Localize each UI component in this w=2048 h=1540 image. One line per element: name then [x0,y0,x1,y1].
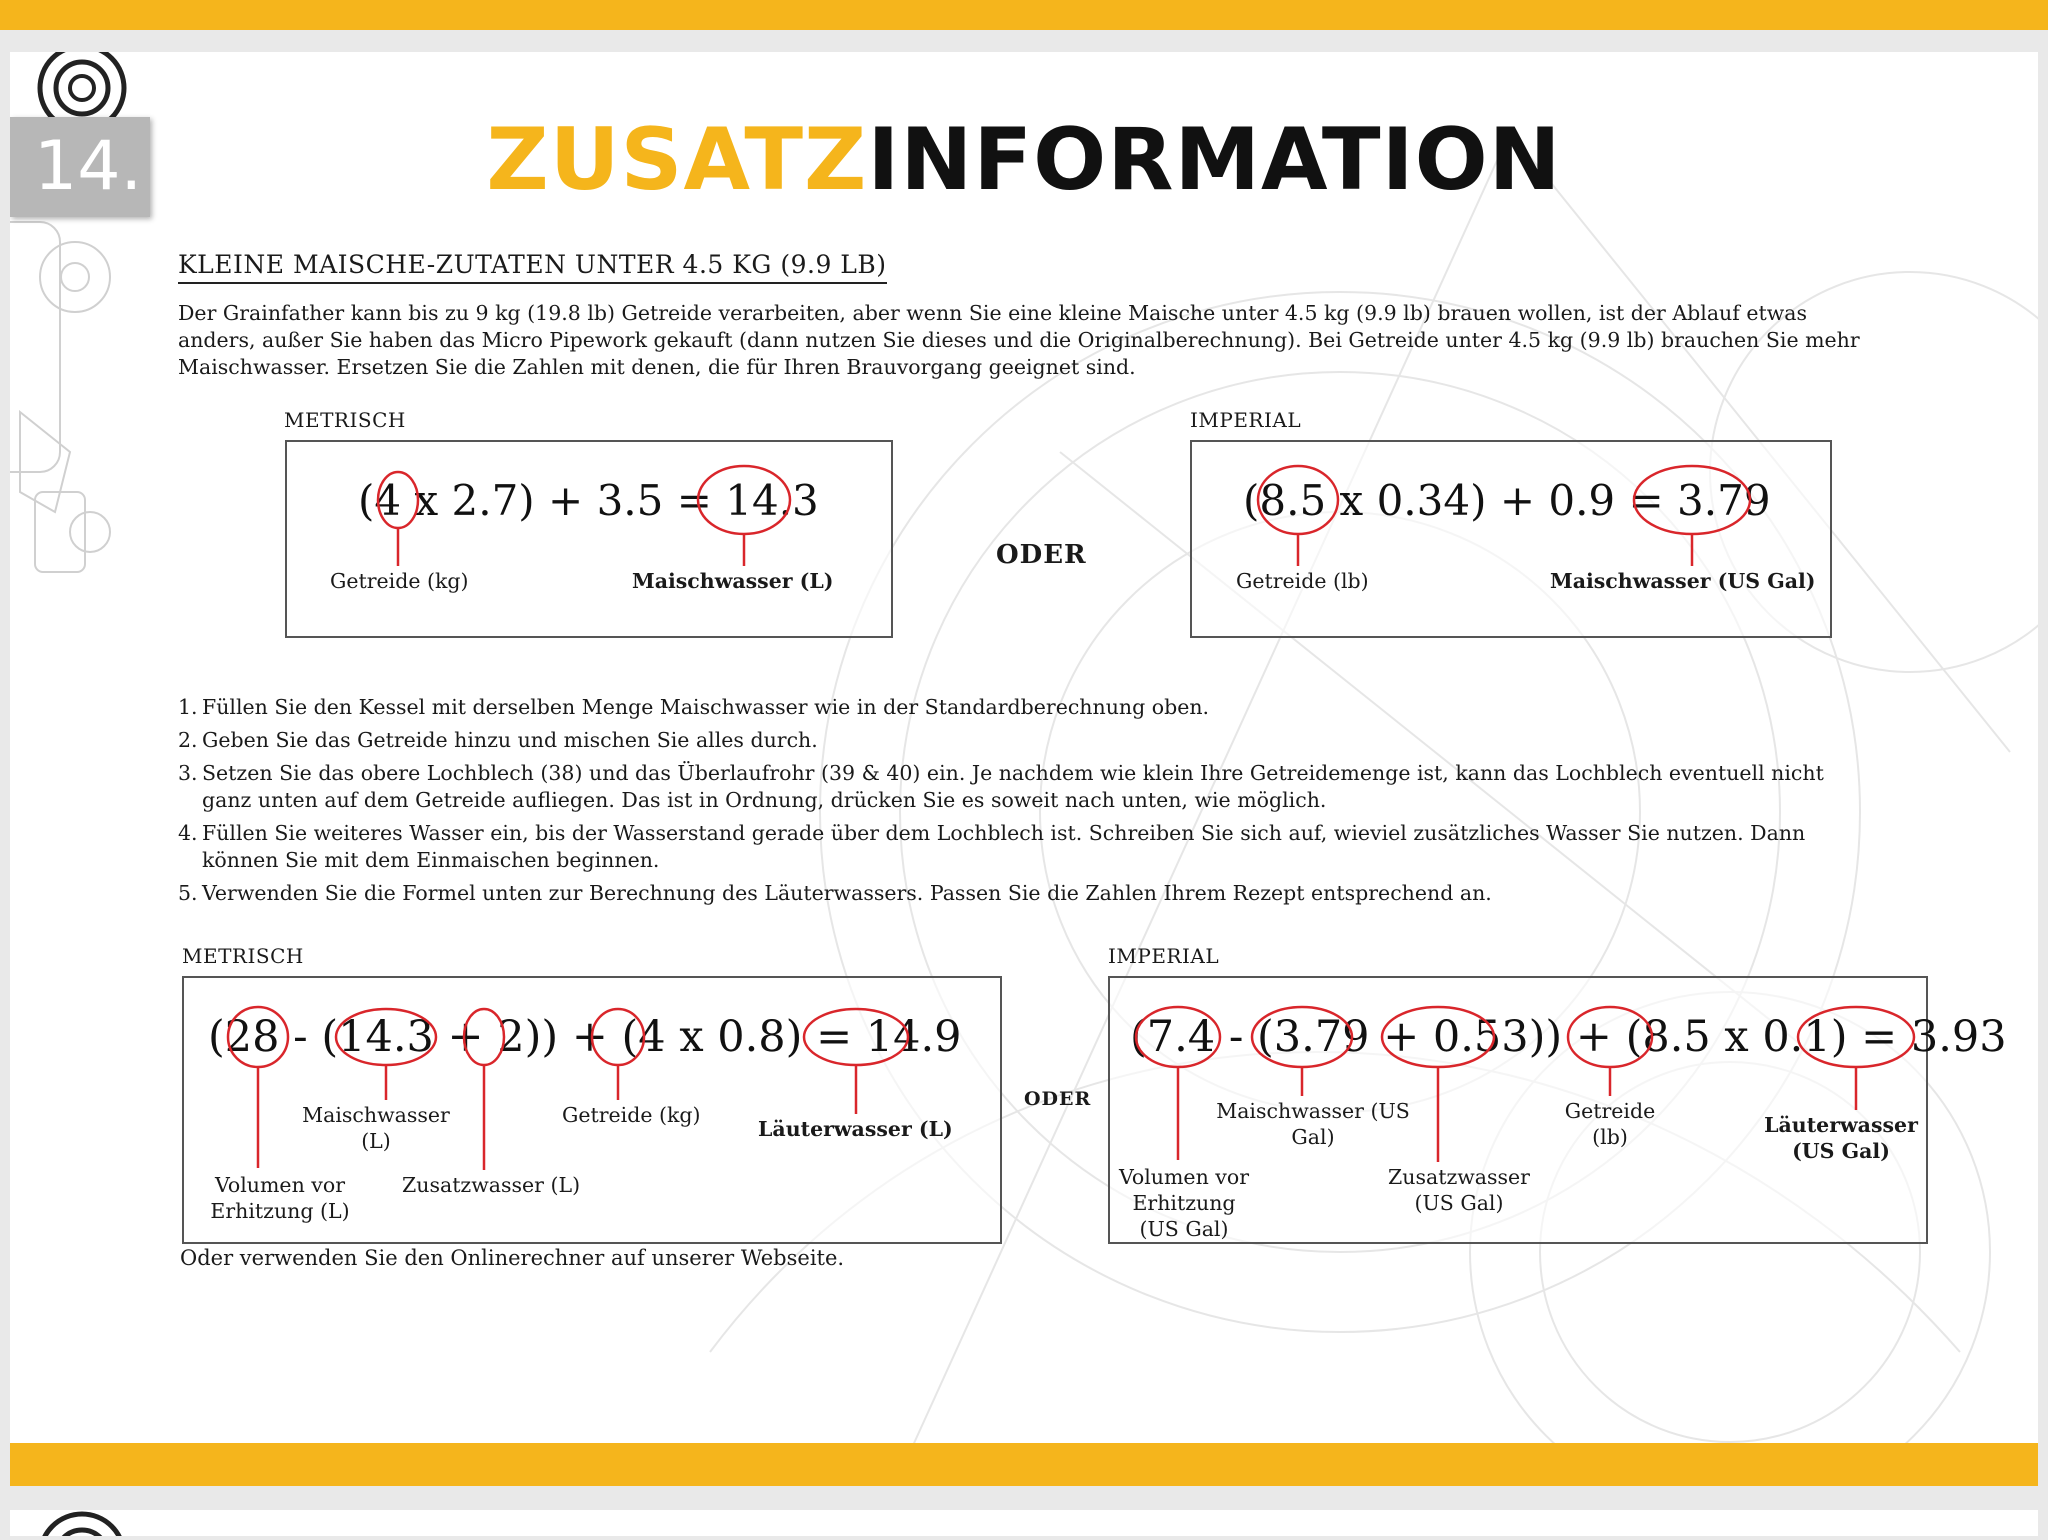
formula1-imperial-label: IMPERIAL [1190,408,1302,432]
formula1-imperial-expression: (8.5 x 0.34) + 0.9 = 3.79 [1243,476,1771,525]
formula1-metric-expression: (4 x 2.7) + 3.5 = 14.3 [358,476,819,525]
intro-paragraph: Der Grainfather kann bis zu 9 kg (19.8 lb) Getreide verarbeiten, aber wenn Sie eine kleine Maische unter 4.5 kg (9.9 lb) brauen wollen, ist der Ablauf etwas anders, außer Sie haben das Micro Pipework gekauft (dann nutzen Sie dieses und die Originalberechnung). Bei Getreide unter 4.5 kg (9.9 lb) brauchen Sie mehr Maischwasser. Ersetzen Sie die Zahlen mit denen, die für Ihren Brauvorgang geeignet sind. [178,301,1860,379]
top-yellow-band [0,0,2048,30]
page-title [0,110,2048,210]
formula2-metric-preboil-label: Volumen vor Erhitzung (L) [210,1173,350,1223]
next-page-edge [10,1510,2038,1536]
steps-list [178,694,1878,913]
formula2-metric-grain-label: Getreide (kg) [562,1103,701,1127]
formula2-imperial-label: IMPERIAL [1108,944,1220,968]
title-rest: INFORMATION [867,110,1562,210]
formula2-imperial-result-label: Läuterwasser (US Gal) [1764,1113,1918,1163]
formula2-imperial-preboil-label: Volumen vor Erhitzung (US Gal) [1118,1165,1250,1241]
formula2-metric-extra-label: Zusatzwasser (L) [402,1173,581,1197]
list-item: 2. Geben Sie das Getreide hinzu und mischen Sie alles durch. [178,728,818,752]
list-item: 5. Verwenden Sie die Formel unten zur Berechnung des Läuterwassers. Passen Sie die Zahlen Ihrem Rezept entsprechend an. [178,881,1492,905]
formula2-imperial-expression: (7.4 - (3.79 + 0.53)) + (8.5 x 0.1) = 3.93 [1130,1012,2007,1062]
bottom-yellow-band [10,1443,2038,1486]
kettle-sketch-left [10,222,110,572]
formula2-metric-result-label: Läuterwasser (L) [758,1117,953,1141]
formula1-imperial-box [1190,440,1832,638]
formula1-or-label: ODER [996,540,1087,570]
formula1-metric-box [285,440,893,638]
formula1-imperial-grain-label: Getreide (lb) [1236,569,1369,593]
footer-note: Oder verwenden Sie den Onlinerechner auf unserer Webseite. [180,1246,845,1270]
page-number-tab: 14. [10,117,150,217]
formula2-imperial-mash-label: Maischwasser (US Gal) [1216,1099,1410,1149]
list-item: 1. Füllen Sie den Kessel mit derselben Menge Maischwasser wie in der Standardberechnung oben. [178,695,1210,719]
formula2-imperial-grain-label: Getreide (lb) [1564,1099,1656,1149]
formula1-metric-result-label: Maischwasser (L) [632,569,834,593]
knob-icon [10,1510,130,1536]
list-item: 4. Füllen Sie weiteres Wasser ein, bis der Wasserstand gerade über dem Lochblech ist. Schreiben Sie sich auf, wieviel zusätzliches Wasser Sie nutzen. Dann können Sie mit dem Einmaischen beginnen. [178,821,1806,872]
formula2-imperial-extra-label: Zusatzwasser (US Gal) [1388,1165,1530,1215]
section-heading: KLEINE MAISCHE-ZUTATEN UNTER 4.5 KG (9.9 LB) [178,250,887,284]
formula2-or-label: ODER [1024,1088,1092,1110]
formula1-metric-label: METRISCH [284,408,406,432]
formula2-metric-expression: (28 - (14.3 + 2)) + (4 x 0.8) = 14.9 [208,1012,962,1062]
formula2-metric-label: METRISCH [182,944,304,968]
formula1-metric-grain-label: Getreide (kg) [330,569,469,593]
formula1-imperial-result-label: Maischwasser (US Gal) [1550,569,1816,593]
title-highlight: ZUSATZ [486,110,868,210]
formula2-metric-mash-label: Maischwasser (L) [302,1103,450,1153]
list-item: 3. Setzen Sie das obere Lochblech (38) und das Überlaufrohr (39 & 40) ein. Je nachdem wie klein Ihre Getreidemenge ist, kann das Lochblech eventuell nicht ganz unten auf dem Getreide aufliegen. Das ist in Ordnung, drücken Sie es soweit nach unten, wie möglich. [178,761,1824,812]
